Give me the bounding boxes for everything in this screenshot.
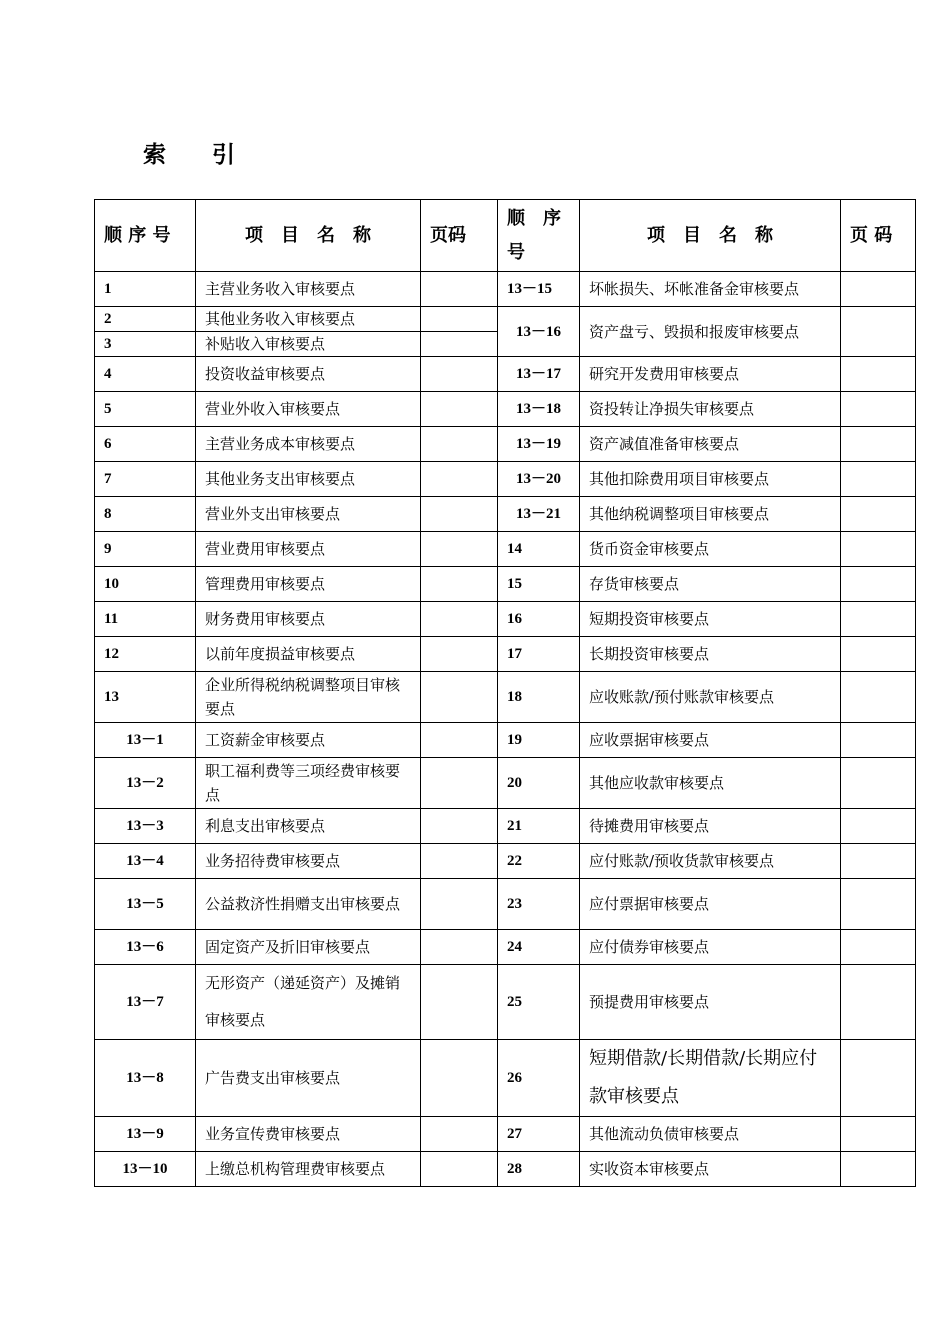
row-title: 应收票据审核要点	[580, 723, 841, 758]
row-page	[421, 602, 498, 637]
row-title: 以前年度损益审核要点	[196, 637, 421, 672]
row-title: 广告费支出审核要点	[196, 1040, 421, 1117]
header-name: 项 目 名 称	[196, 200, 421, 272]
row-title: 待摊费用审核要点	[580, 809, 841, 844]
row-number: 11	[95, 602, 196, 637]
row-title: 营业外支出审核要点	[196, 497, 421, 532]
row-number: 13－9	[95, 1117, 196, 1152]
row-title: 研究开发费用审核要点	[580, 357, 841, 392]
table-row	[95, 965, 916, 1040]
row-page	[421, 392, 498, 427]
row-number: 22	[498, 844, 580, 879]
row-page	[841, 272, 916, 307]
row-title: 其他应收款审核要点	[580, 758, 841, 809]
table-row	[95, 497, 916, 532]
row-page	[841, 602, 916, 637]
row-title: 坏帐损失、坏帐准备金审核要点	[580, 272, 841, 307]
row-title: 工资薪金审核要点	[196, 723, 421, 758]
row-page	[841, 497, 916, 532]
row-number: 13－5	[95, 879, 196, 930]
row-page	[841, 930, 916, 965]
table-row	[95, 844, 916, 879]
row-number: 4	[95, 357, 196, 392]
row-page	[421, 462, 498, 497]
row-page	[421, 532, 498, 567]
row-number: 13	[95, 672, 196, 723]
row-title: 无形资产（递延资产）及摊销审核要点	[196, 965, 421, 1040]
row-title: 职工福利费等三项经费审核要点	[196, 758, 421, 809]
row-number: 13－19	[498, 427, 580, 462]
page-title	[143, 136, 235, 169]
row-title: 应付账款/预收货款审核要点	[580, 844, 841, 879]
row-page	[421, 272, 498, 307]
row-title: 资投转让净损失审核要点	[580, 392, 841, 427]
row-title: 应收账款/预付账款审核要点	[580, 672, 841, 723]
row-number: 13－2	[95, 758, 196, 809]
row-number: 13－21	[498, 497, 580, 532]
row-title: 预提费用审核要点	[580, 965, 841, 1040]
index-table	[94, 199, 916, 1187]
table-row	[95, 272, 916, 307]
row-number: 25	[498, 965, 580, 1040]
row-number: 17	[498, 637, 580, 672]
row-number: 21	[498, 809, 580, 844]
row-title: 企业所得税纳税调整项目审核要点	[196, 672, 421, 723]
header-seq-2: 顺 序号	[498, 200, 580, 272]
table-row	[95, 637, 916, 672]
row-title: 财务费用审核要点	[196, 602, 421, 637]
row-number: 1	[95, 272, 196, 307]
row-title: 其他纳税调整项目审核要点	[580, 497, 841, 532]
row-page	[841, 879, 916, 930]
table-row	[95, 930, 916, 965]
row-number: 24	[498, 930, 580, 965]
row-title: 其他业务收入审核要点	[196, 307, 421, 332]
row-page	[421, 672, 498, 723]
row-title: 货币资金审核要点	[580, 532, 841, 567]
row-page	[841, 307, 916, 357]
row-page	[421, 723, 498, 758]
table-row	[95, 567, 916, 602]
row-page	[421, 930, 498, 965]
row-title: 短期投资审核要点	[580, 602, 841, 637]
table-row	[95, 392, 916, 427]
row-number: 15	[498, 567, 580, 602]
row-page	[841, 567, 916, 602]
row-number: 13－3	[95, 809, 196, 844]
row-page	[841, 723, 916, 758]
row-number: 13－7	[95, 965, 196, 1040]
row-page	[841, 392, 916, 427]
row-title: 公益救济性捐赠支出审核要点	[196, 879, 421, 930]
table-row	[95, 357, 916, 392]
row-number: 7	[95, 462, 196, 497]
header-page: 页码	[421, 200, 498, 272]
header-seq: 顺 序 号	[95, 200, 196, 272]
row-number: 9	[95, 532, 196, 567]
row-page	[841, 809, 916, 844]
row-title: 业务招待费审核要点	[196, 844, 421, 879]
table-row	[95, 1152, 916, 1187]
row-title: 业务宣传费审核要点	[196, 1117, 421, 1152]
table-row	[95, 672, 916, 723]
row-number: 23	[498, 879, 580, 930]
row-title: 主营业务收入审核要点	[196, 272, 421, 307]
row-number: 13－20	[498, 462, 580, 497]
row-page	[421, 965, 498, 1040]
row-page	[841, 462, 916, 497]
row-title: 应付票据审核要点	[580, 879, 841, 930]
table-row	[95, 1117, 916, 1152]
table-row	[95, 723, 916, 758]
row-number: 13－4	[95, 844, 196, 879]
row-page	[841, 637, 916, 672]
table-row	[95, 1040, 916, 1117]
row-page	[841, 1040, 916, 1117]
row-page	[841, 672, 916, 723]
row-title: 补贴收入审核要点	[196, 332, 421, 357]
row-number: 13－8	[95, 1040, 196, 1117]
row-number: 12	[95, 637, 196, 672]
row-number: 13－16	[498, 307, 580, 357]
row-title: 固定资产及折旧审核要点	[196, 930, 421, 965]
row-number: 6	[95, 427, 196, 462]
row-number: 27	[498, 1117, 580, 1152]
row-title: 短期借款/长期借款/长期应付款审核要点	[580, 1040, 841, 1117]
title-char-1: 索	[143, 142, 166, 168]
row-title: 管理费用审核要点	[196, 567, 421, 602]
row-number: 19	[498, 723, 580, 758]
row-page	[841, 357, 916, 392]
row-title: 营业费用审核要点	[196, 532, 421, 567]
row-title: 主营业务成本审核要点	[196, 427, 421, 462]
header-page-2: 页 码	[841, 200, 916, 272]
table-row	[95, 532, 916, 567]
row-number: 26	[498, 1040, 580, 1117]
row-number: 13－10	[95, 1152, 196, 1187]
table-row	[95, 427, 916, 462]
row-number: 14	[498, 532, 580, 567]
row-page	[421, 567, 498, 602]
row-title: 存货审核要点	[580, 567, 841, 602]
row-page	[841, 532, 916, 567]
header-name-2: 项 目 名 称	[580, 200, 841, 272]
row-page	[421, 307, 498, 332]
row-page	[841, 1117, 916, 1152]
row-number: 10	[95, 567, 196, 602]
row-title: 资产减值准备审核要点	[580, 427, 841, 462]
row-number: 13－17	[498, 357, 580, 392]
row-title: 投资收益审核要点	[196, 357, 421, 392]
row-title: 长期投资审核要点	[580, 637, 841, 672]
row-page	[421, 1040, 498, 1117]
table-row	[95, 758, 916, 809]
row-page	[421, 879, 498, 930]
row-page	[421, 1152, 498, 1187]
row-number: 16	[498, 602, 580, 637]
row-title: 实收资本审核要点	[580, 1152, 841, 1187]
row-title: 上缴总机构管理费审核要点	[196, 1152, 421, 1187]
row-page	[421, 357, 498, 392]
row-title: 其他流动负债审核要点	[580, 1117, 841, 1152]
row-page	[841, 758, 916, 809]
row-page	[841, 427, 916, 462]
row-page	[841, 965, 916, 1040]
row-number: 13－6	[95, 930, 196, 965]
row-title: 应付债券审核要点	[580, 930, 841, 965]
row-page	[841, 1152, 916, 1187]
row-page	[421, 427, 498, 462]
row-number: 28	[498, 1152, 580, 1187]
table-row	[95, 462, 916, 497]
row-title: 其他扣除费用项目审核要点	[580, 462, 841, 497]
row-number: 3	[95, 332, 196, 357]
row-page	[421, 637, 498, 672]
table-row	[95, 602, 916, 637]
row-title: 利息支出审核要点	[196, 809, 421, 844]
row-page	[421, 332, 498, 357]
row-title: 其他业务支出审核要点	[196, 462, 421, 497]
table-row	[95, 879, 916, 930]
row-number: 2	[95, 307, 196, 332]
table-row	[95, 809, 916, 844]
row-page	[421, 809, 498, 844]
row-title: 营业外收入审核要点	[196, 392, 421, 427]
row-number: 8	[95, 497, 196, 532]
row-title: 资产盘亏、毁损和报废审核要点	[580, 307, 841, 357]
row-number: 13－18	[498, 392, 580, 427]
row-number: 20	[498, 758, 580, 809]
row-number: 5	[95, 392, 196, 427]
header-row	[95, 200, 916, 272]
title-char-2: 引	[212, 142, 235, 168]
table-row	[95, 307, 916, 332]
row-page	[421, 758, 498, 809]
row-page	[841, 844, 916, 879]
row-number: 13－1	[95, 723, 196, 758]
row-page	[421, 1117, 498, 1152]
row-number: 18	[498, 672, 580, 723]
row-number: 13－15	[498, 272, 580, 307]
row-page	[421, 497, 498, 532]
row-page	[421, 844, 498, 879]
